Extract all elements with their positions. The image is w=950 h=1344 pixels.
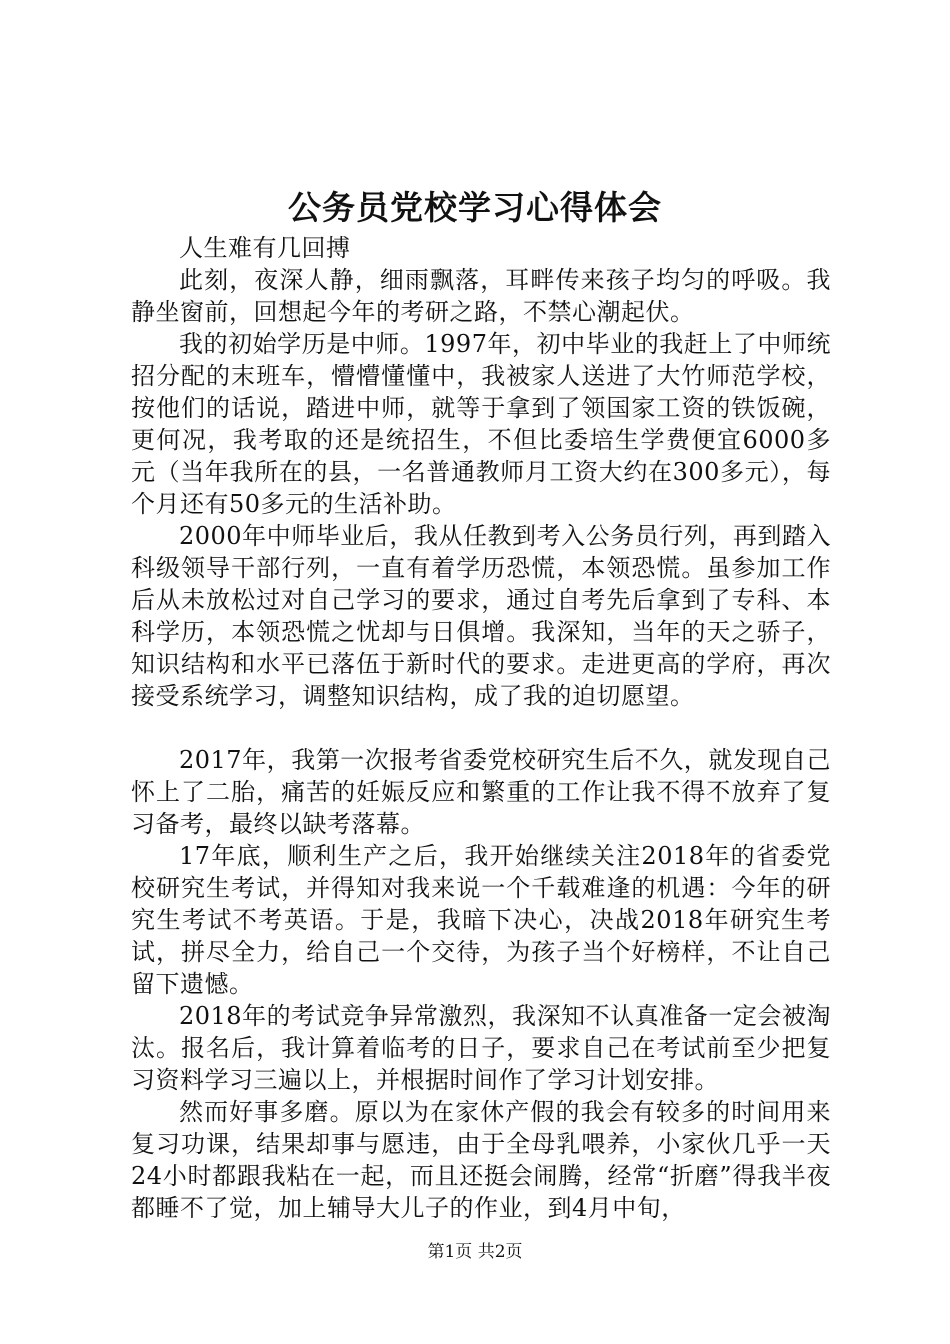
document-title: 公务员党校学习心得体会	[288, 188, 662, 227]
page-number-footer: 第1页 共2页	[427, 1242, 523, 1262]
body-paragraph: 2018年的考试竞争异常激烈，我深知不认真准备一定会被淘汰。报名后，我计算着临考的日子，要求自己在考试前至少把复习资料学习三遍以上，并根据时间作了学习计划安排。	[131, 1002, 831, 1094]
body-paragraph: 17年底，顺利生产之后，我开始继续关注2018年的省委党校研究生考试，并得知对我来说一个千载难逢的机遇：今年的研究生考试不考英语。于是，我暗下决心，决战2018年研究生考试，拼尽全力，给自己一个交待，为孩子当个好榜样，不让自己留下遗憾。	[131, 842, 831, 998]
subtitle-paragraph: 人生难有几回搏	[179, 234, 351, 262]
body-paragraph: 2017年，我第一次报考省委党校研究生后不久，就发现自己怀上了二胎，痛苦的妊娠反应和繁重的工作让我不得不放弃了复习备考，最终以缺考落幕。	[131, 746, 831, 838]
body-paragraph: 此刻，夜深人静，细雨飘落，耳畔传来孩子均匀的呼吸。我静坐窗前，回想起今年的考研之路，不禁心潮起伏。	[131, 266, 831, 326]
document-body	[131, 232, 831, 1224]
body-paragraph: 2000年中师毕业后，我从任教到考入公务员行列，再到踏入科级领导干部行列，一直有着学历恐慌，本领恐慌。虽参加工作后从未放松过对自己学习的要求，通过自考先后拿到了专科、本科学历，本领恐慌之忧却与日俱增。我深知，当年的天之骄子，知识结构和水平已落伍于新时代的要求。走进更高的学府，再次接受系统学习，调整知识结构，成了我的迫切愿望。	[131, 522, 831, 710]
body-paragraph: 然而好事多磨。原以为在家休产假的我会有较多的时间用来复习功课，结果却事与愿违，由于全母乳喂养，小家伙几乎一天24小时都跟我粘在一起，而且还挺会闹腾，经常“折磨”得我半夜都睡不了觉，加上辅导大儿子的作业，到4月中旬，	[131, 1098, 831, 1222]
body-paragraph: 我的初始学历是中师。1997年，初中毕业的我赶上了中师统招分配的末班车，懵懵懂懂中，我被家人送进了大竹师范学校，按他们的话说，踏进中师，就等于拿到了领国家工资的铁饭碗，更何况，我考取的还是统招生，不但比委培生学费便宜6000多元（当年我所在的县，一名普通教师月工资大约在300多元），每个月还有50多元的生活补助。	[131, 330, 831, 518]
